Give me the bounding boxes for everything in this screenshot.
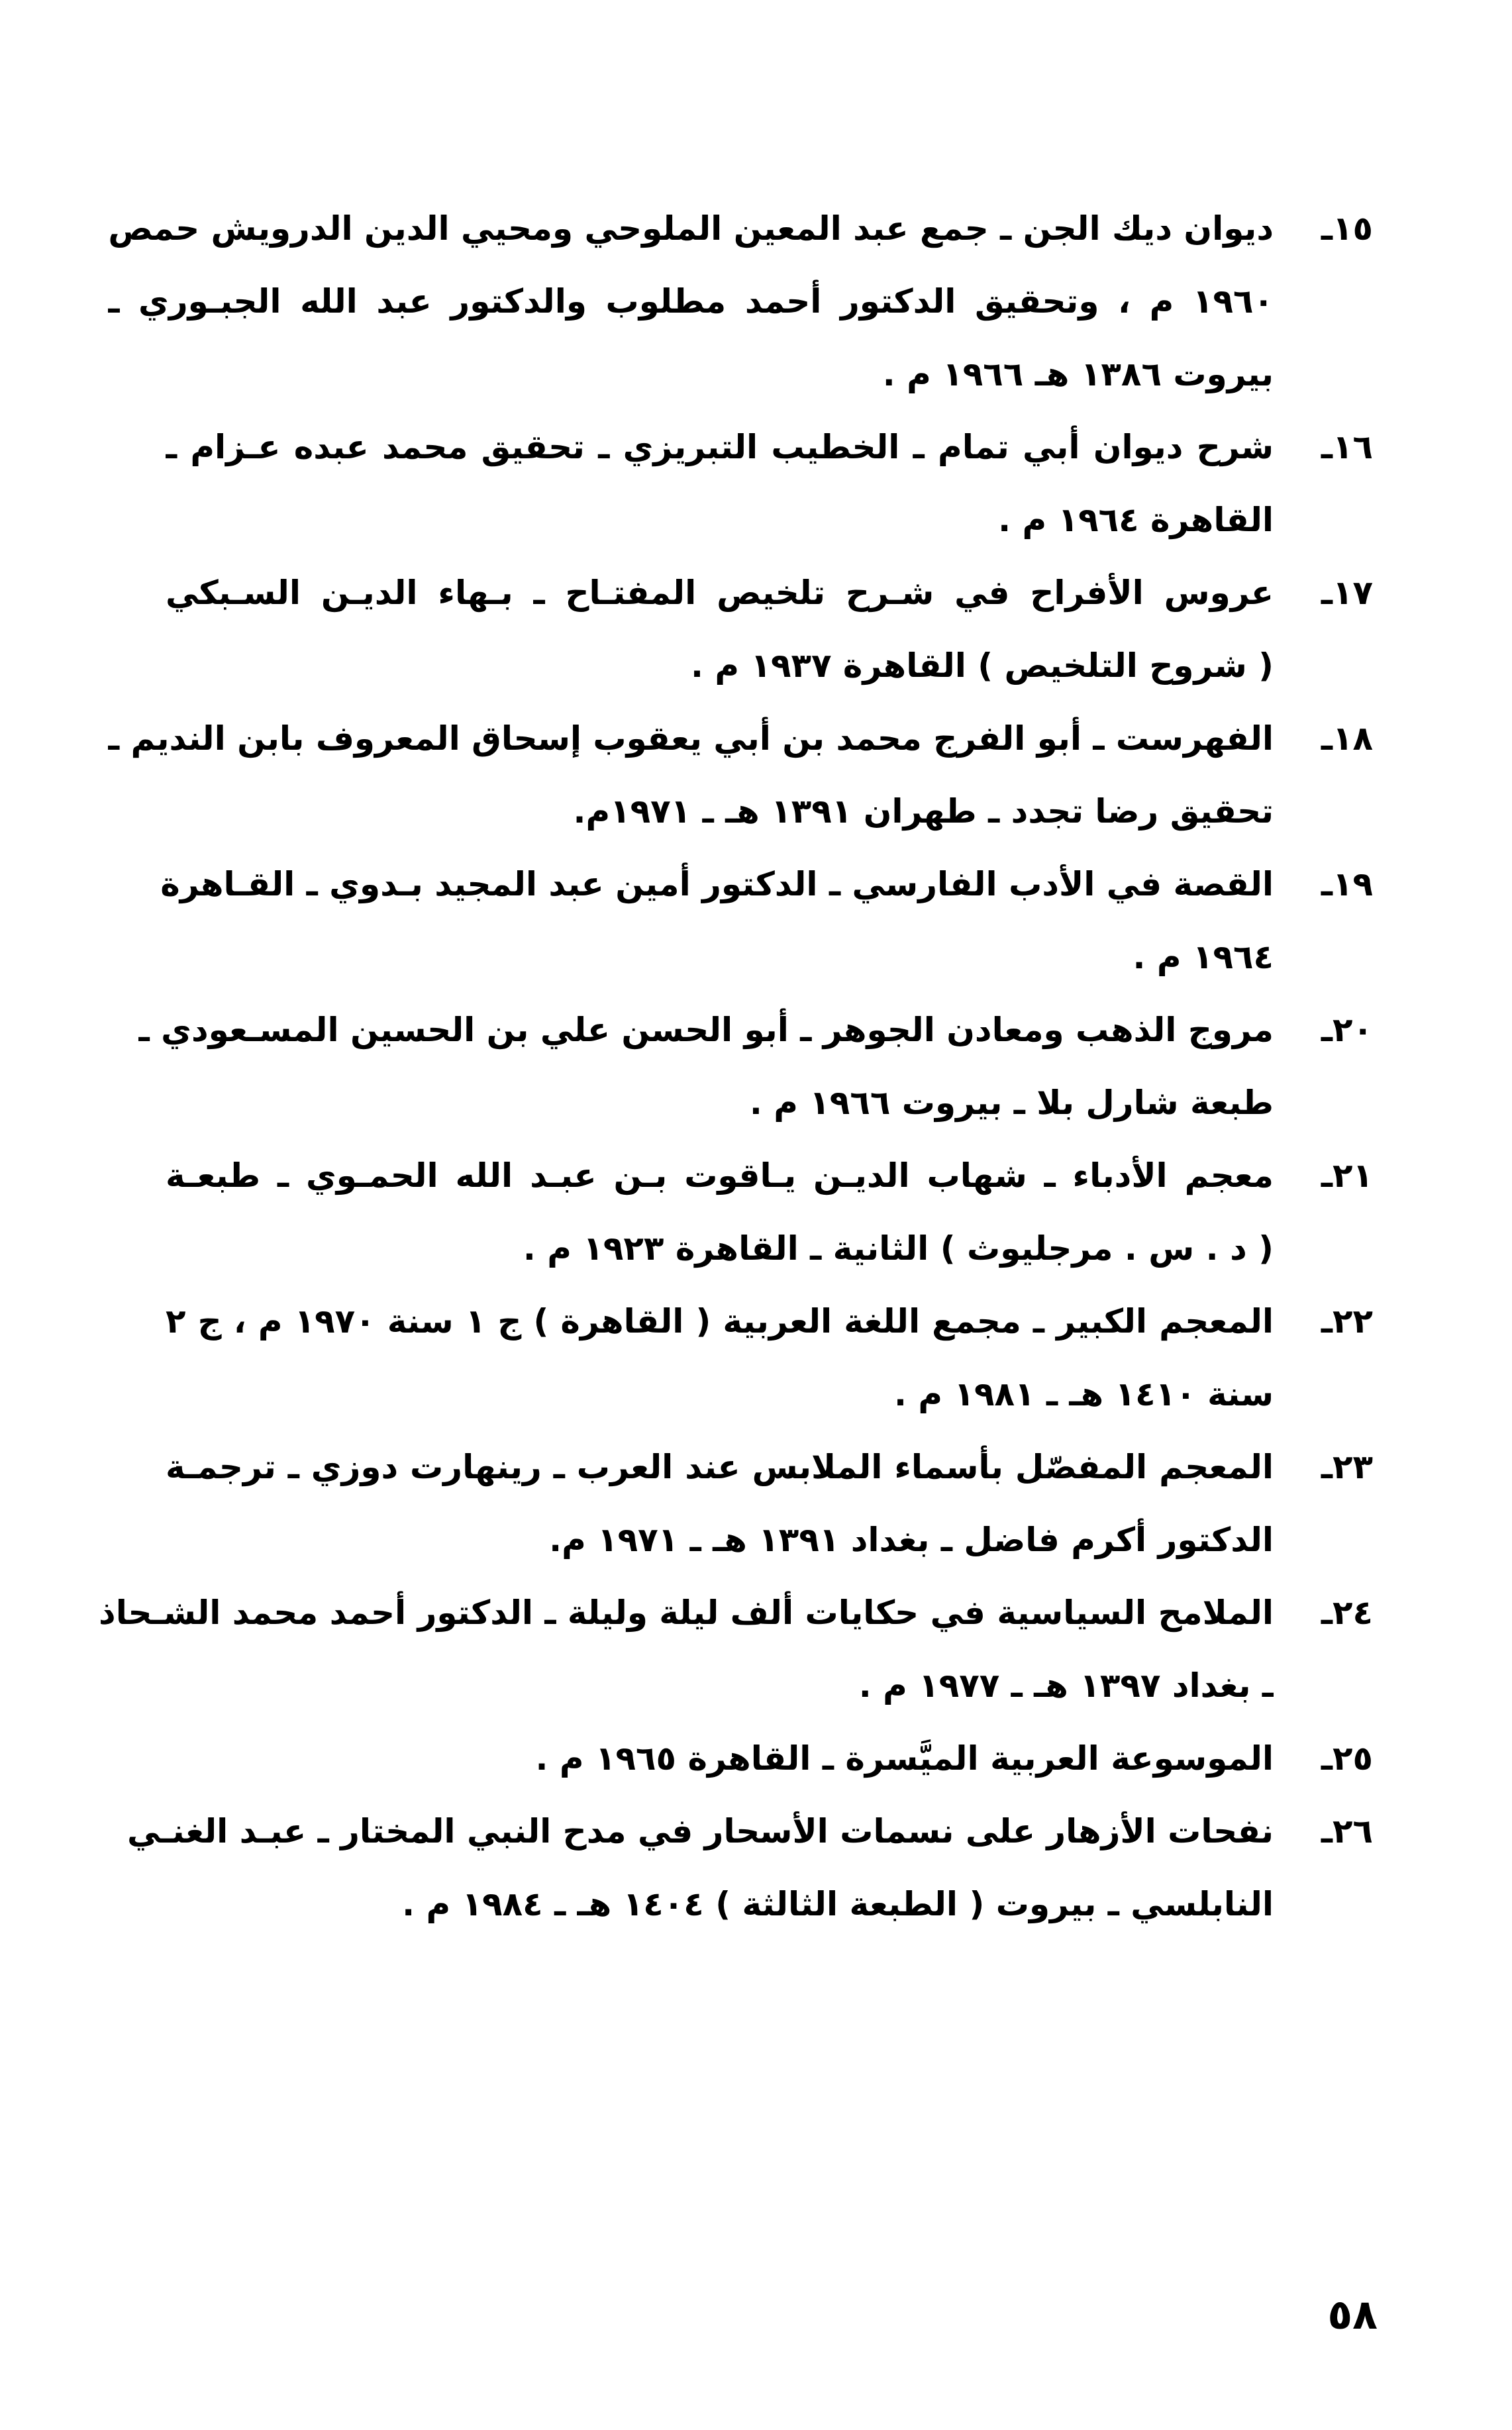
entry-number: ١٧ـ xyxy=(1321,574,1373,612)
entry-line: ١٩٦٠ م ، وتحقيق الدكتور أحمد مطلوب والدكتور عبد الله الجبـوري ـ xyxy=(108,282,1274,321)
entry-line: سنة ١٤١٠ هـ ـ ١٩٨١ م . xyxy=(893,1375,1274,1413)
entry-number: ٢٣ـ xyxy=(1321,1448,1373,1486)
entry-number: ١٦ـ xyxy=(1321,428,1373,466)
bibliography-entry xyxy=(108,702,1373,848)
bibliography-entry xyxy=(108,192,1373,411)
entry-text xyxy=(166,1285,1274,1431)
bibliography-list xyxy=(99,192,1373,1941)
entry-line: القاهرة ١٩٦٤ م . xyxy=(998,501,1274,539)
bibliography-entry xyxy=(127,1795,1373,1941)
entry-line: نفحات الأزهار على نسمات الأسحار في مدح النبي المختار ـ عبـد الغنـي xyxy=(127,1812,1274,1850)
entry-line: ( شروح التلخيص ) القاهرة ١٩٣٧ م . xyxy=(690,646,1274,685)
entry-line: بيروت ١٣٨٦ هـ ١٩٦٦ م . xyxy=(882,355,1274,393)
bibliography-entry xyxy=(166,1139,1373,1285)
entry-number: ٢٢ـ xyxy=(1321,1302,1373,1341)
entry-text xyxy=(166,556,1274,702)
bibliography-entry xyxy=(166,1285,1373,1431)
entry-text xyxy=(138,993,1274,1139)
entry-text xyxy=(108,192,1274,411)
bibliography-entry xyxy=(166,1722,1373,1795)
entry-line: ديوان ديك الجن ـ جمع عبد المعين الملوحي ومحيي الدين الدرويش حمص xyxy=(108,209,1274,248)
entry-number: ١٨ـ xyxy=(1321,719,1373,758)
entry-number: ١٩ـ xyxy=(1321,865,1373,903)
entry-line: معجم الأدباء ـ شهاب الديـن يـاقوت بـن عبـد الله الحمـوي ـ طبعـة xyxy=(166,1156,1274,1195)
entry-line: المعجم الكبير ـ مجمع اللغة العربية ( القاهرة ) ج ١ سنة ١٩٧٠ م ، ج ٢ xyxy=(166,1302,1274,1341)
entry-line: المعجم المفصّل بأسماء الملابس عند العرب ـ رينهارت دوزي ـ ترجمـة xyxy=(166,1448,1274,1486)
entry-line: الفهرست ـ أبو الفرج محمد بن أبي يعقوب إسحاق المعروف بابن النديم ـ xyxy=(108,719,1274,758)
entry-number: ٢٠ـ xyxy=(1321,1011,1373,1049)
entry-line: ( د . س . مرجليوث ) الثانية ـ القاهرة ١٩٢٣ م . xyxy=(523,1229,1274,1268)
bibliography-entry xyxy=(138,993,1373,1139)
entry-text xyxy=(166,1431,1274,1576)
entry-line: الدكتور أكرم فاضل ـ بغداد ١٣٩١ هـ ـ ١٩٧١ م. xyxy=(549,1521,1274,1559)
bibliography-entry xyxy=(166,411,1373,556)
entry-number: ٢٦ـ xyxy=(1321,1812,1373,1850)
entry-line: الموسوعة العربية الميَّسرة ـ القاهرة ١٩٦٥ م . xyxy=(535,1739,1274,1778)
entry-text xyxy=(160,848,1274,993)
bibliography-entry xyxy=(160,848,1373,993)
entry-text xyxy=(166,1139,1274,1285)
entry-line: مروج الذهب ومعادن الجوهر ـ أبو الحسن علي بن الحسين المسـعودي ـ xyxy=(138,1011,1274,1049)
entry-line: ١٩٦٤ م . xyxy=(1133,938,1274,976)
entry-number: ١٥ـ xyxy=(1321,209,1373,248)
entry-line: شرح ديوان أبي تمام ـ الخطيب التبريزي ـ تحقيق محمد عبده عـزام ـ xyxy=(166,428,1274,466)
entry-line: طبعة شارل بلا ـ بيروت ١٩٦٦ م . xyxy=(749,1084,1274,1122)
bibliography-entry xyxy=(166,1431,1373,1576)
entry-number: ٢٥ـ xyxy=(1321,1739,1373,1778)
entry-line: النابلسي ـ بيروت ( الطبعة الثالثة ) ١٤٠٤ هـ ـ ١٩٨٤ م . xyxy=(402,1885,1274,1923)
entry-line: القصة في الأدب الفارسي ـ الدكتور أمين عبد المجيد بـدوي ـ القـاهرة xyxy=(160,865,1274,903)
page-number: ٥٨ xyxy=(1327,2290,1378,2339)
entry-line: تحقيق رضا تجدد ـ طهران ١٣٩١ هـ ـ ١٩٧١م. xyxy=(573,792,1274,831)
bibliography-entry xyxy=(99,1576,1373,1722)
entry-text xyxy=(99,1576,1274,1722)
entry-number: ٢٤ـ xyxy=(1321,1594,1373,1632)
bibliography-entry xyxy=(166,556,1373,702)
entry-text xyxy=(127,1795,1274,1941)
entry-line: عروس الأفراح في شـرح تلخيص المفتـاح ـ بـهاء الديـن السـبكي xyxy=(166,574,1274,612)
entry-line: الملامح السياسية في حكايات ألف ليلة وليلة ـ الدكتور أحمد محمد الشـحاذ xyxy=(99,1594,1274,1632)
entry-number: ٢١ـ xyxy=(1321,1156,1373,1195)
entry-text xyxy=(166,1722,1274,1795)
entry-text xyxy=(166,411,1274,556)
entry-line: ـ بغداد ١٣٩٧ هـ ـ ١٩٧٧ م . xyxy=(858,1666,1274,1705)
entry-text xyxy=(108,702,1274,848)
